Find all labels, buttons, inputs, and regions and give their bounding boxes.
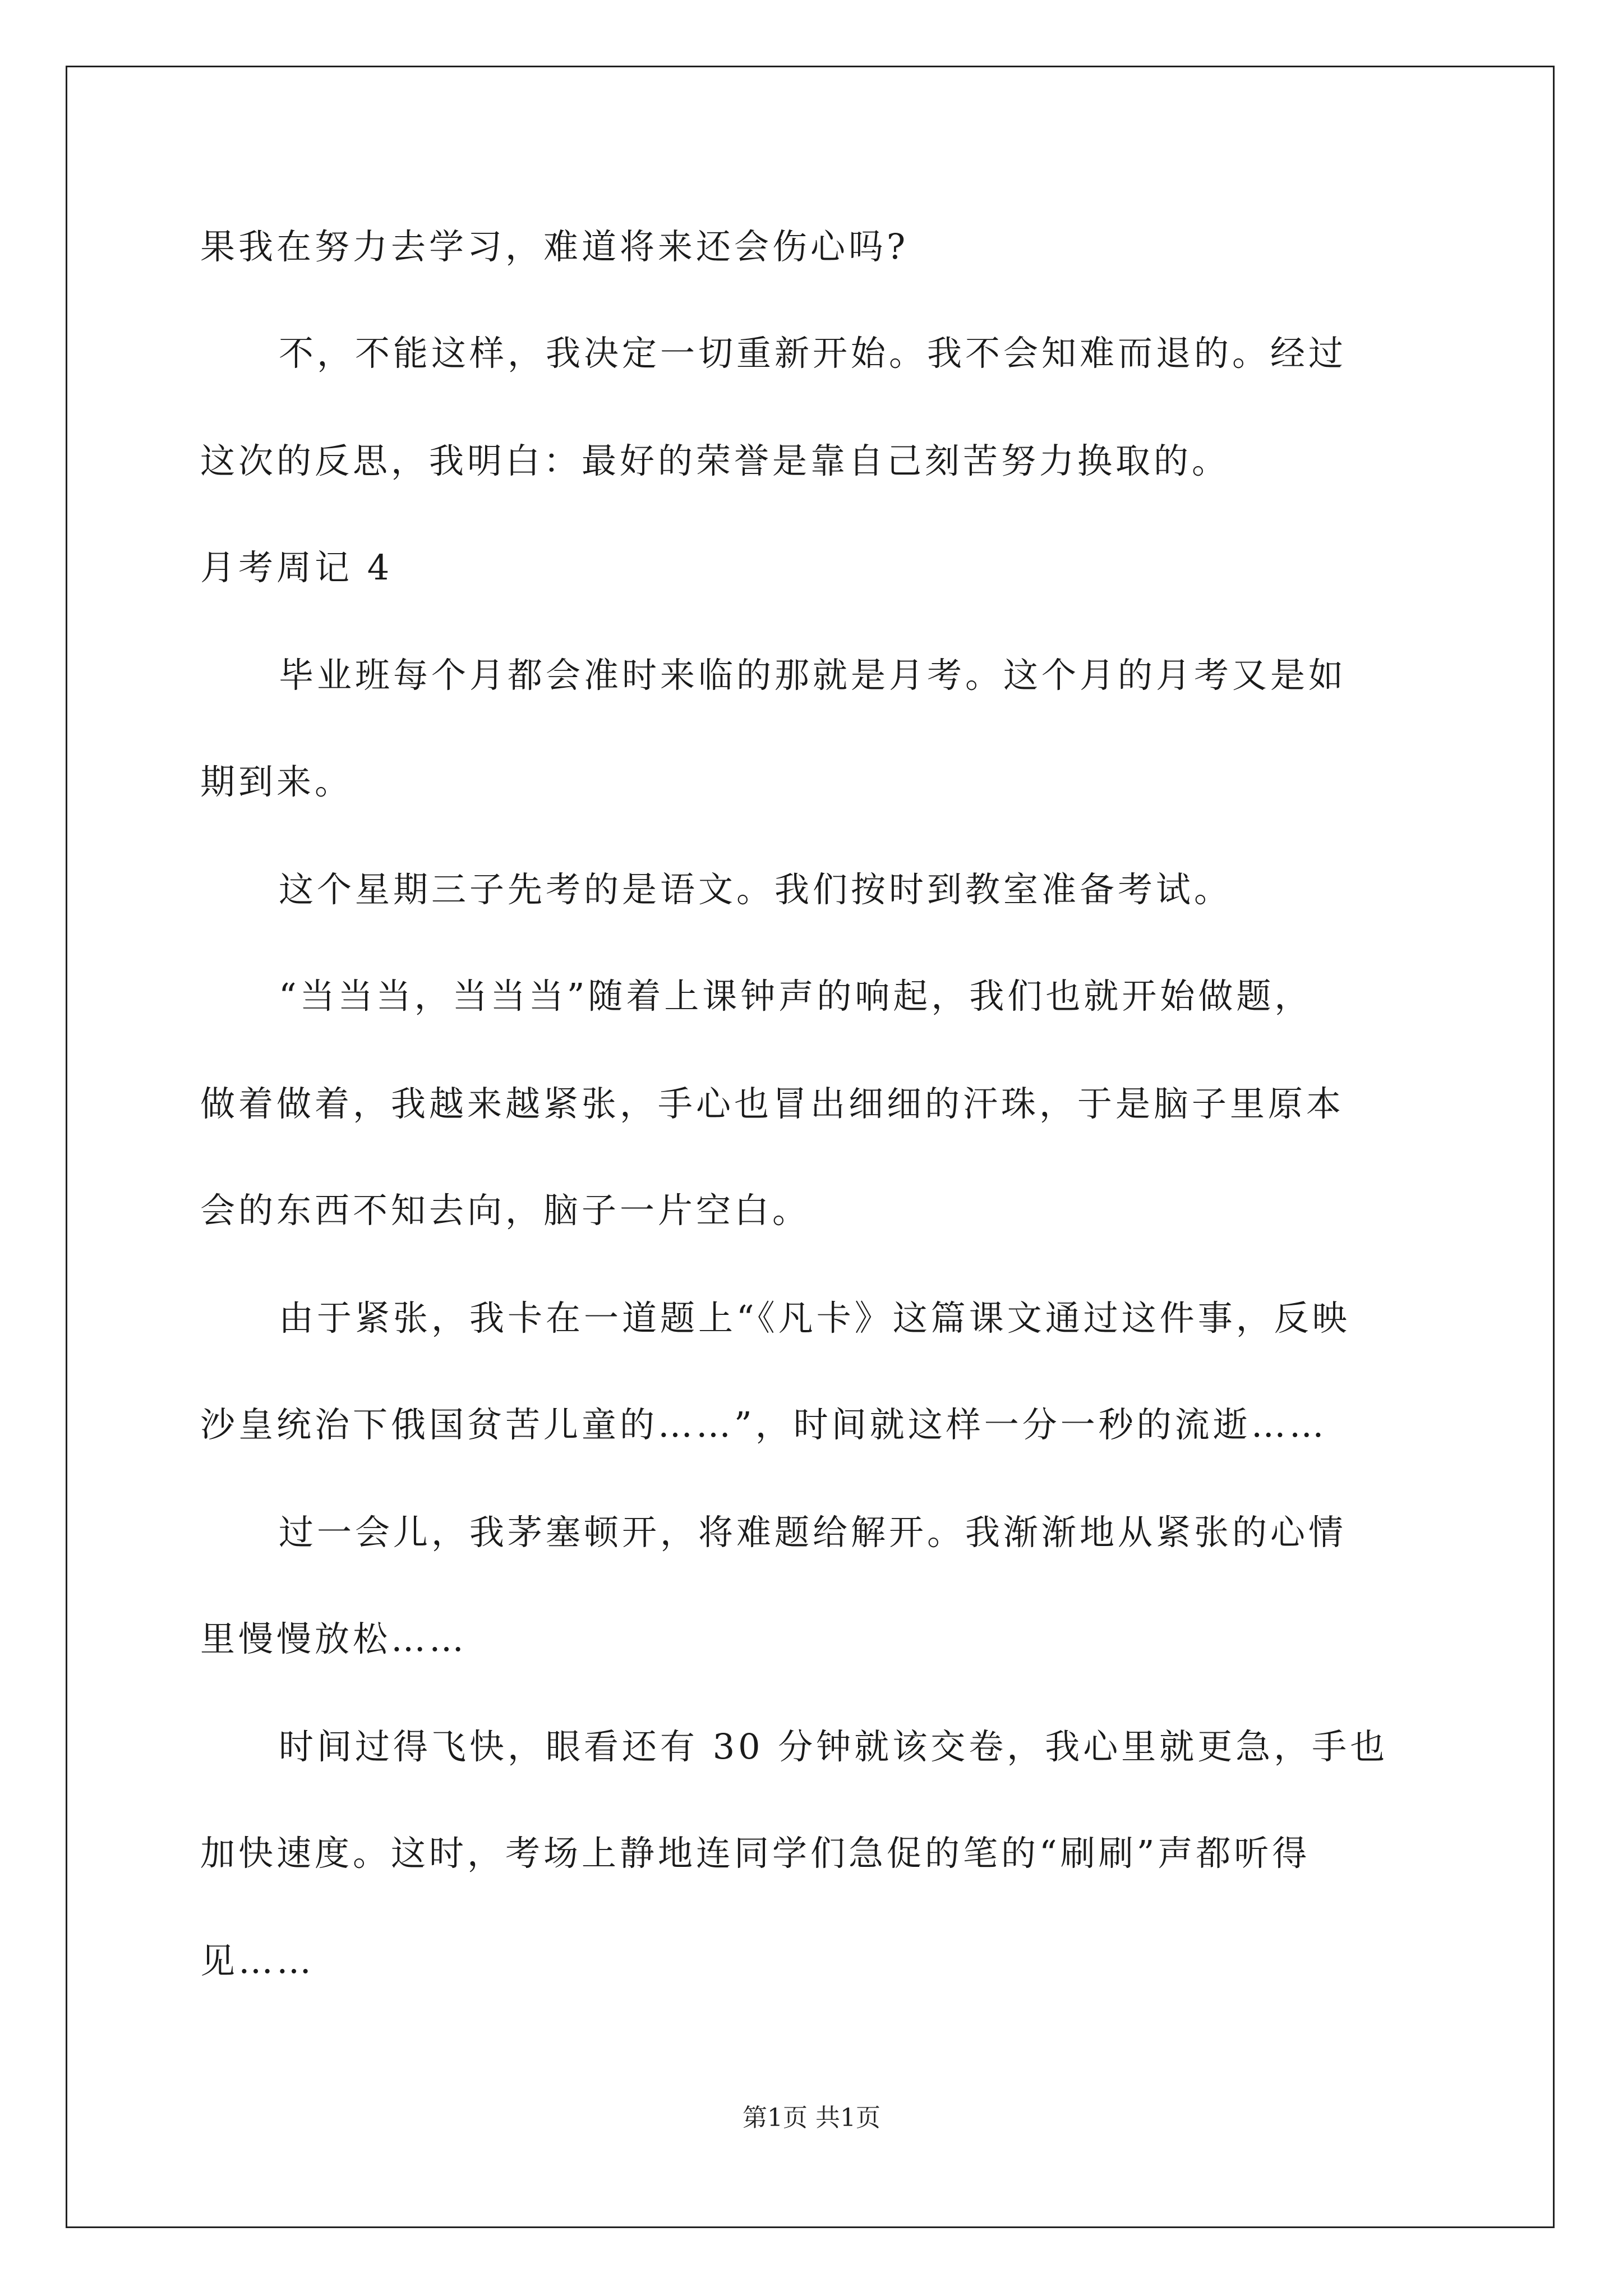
text-line: 不，不能这样，我决定一切重新开始。我不会知难而退的。经过 xyxy=(279,333,1347,374)
page-footer: 第1页 共1页 xyxy=(743,2104,880,2132)
text-line: 过一会儿，我茅塞顿开，将难题给解开。我渐渐地从紧张的心情 xyxy=(279,1512,1347,1553)
text-line: 沙皇统治下俄国贫苦儿童的……”，时间就这样一分一秒的流逝…… xyxy=(200,1404,1327,1445)
text-line: 里慢慢放松…… xyxy=(200,1618,468,1659)
text-line: 会的东西不知去向，脑子一片空白。 xyxy=(200,1190,811,1231)
text-line: 时间过得飞快，眼看还有 30 分钟就该交卷，我心里就更急，手也 xyxy=(279,1726,1389,1767)
text-line: “当当当，当当当”随着上课钟声的响起，我们也就开始做题， xyxy=(279,976,1313,1016)
text-line: 见…… xyxy=(200,1940,315,1981)
text-line: 做着做着，我越来越紧张，手心也冒出细细的汗珠，于是脑子里原本 xyxy=(200,1083,1345,1124)
text-line: 毕业班每个月都会准时来临的那就是月考。这个月的月考又是如 xyxy=(279,655,1347,696)
text-line: 这次的反思，我明白：最好的荣誉是靠自己刻苦努力换取的。 xyxy=(200,440,1230,481)
text-line: 加快速度。这时，考场上静地连同学们急促的笔的“刷刷”声都听得 xyxy=(200,1833,1311,1874)
section-heading: 月考周记 4 xyxy=(200,547,393,588)
text-line: 期到来。 xyxy=(200,761,353,802)
text-line: 由于紧张，我卡在一道题上“《凡卡》这篇课文通过这件事，反映 xyxy=(279,1297,1350,1338)
text-line: 这个星期三子先考的是语文。我们按时到教室准备考试。 xyxy=(279,869,1233,910)
page-frame xyxy=(66,66,1555,2228)
text-line: 果我在努力去学习，难道将来还会伤心吗? xyxy=(200,226,909,267)
